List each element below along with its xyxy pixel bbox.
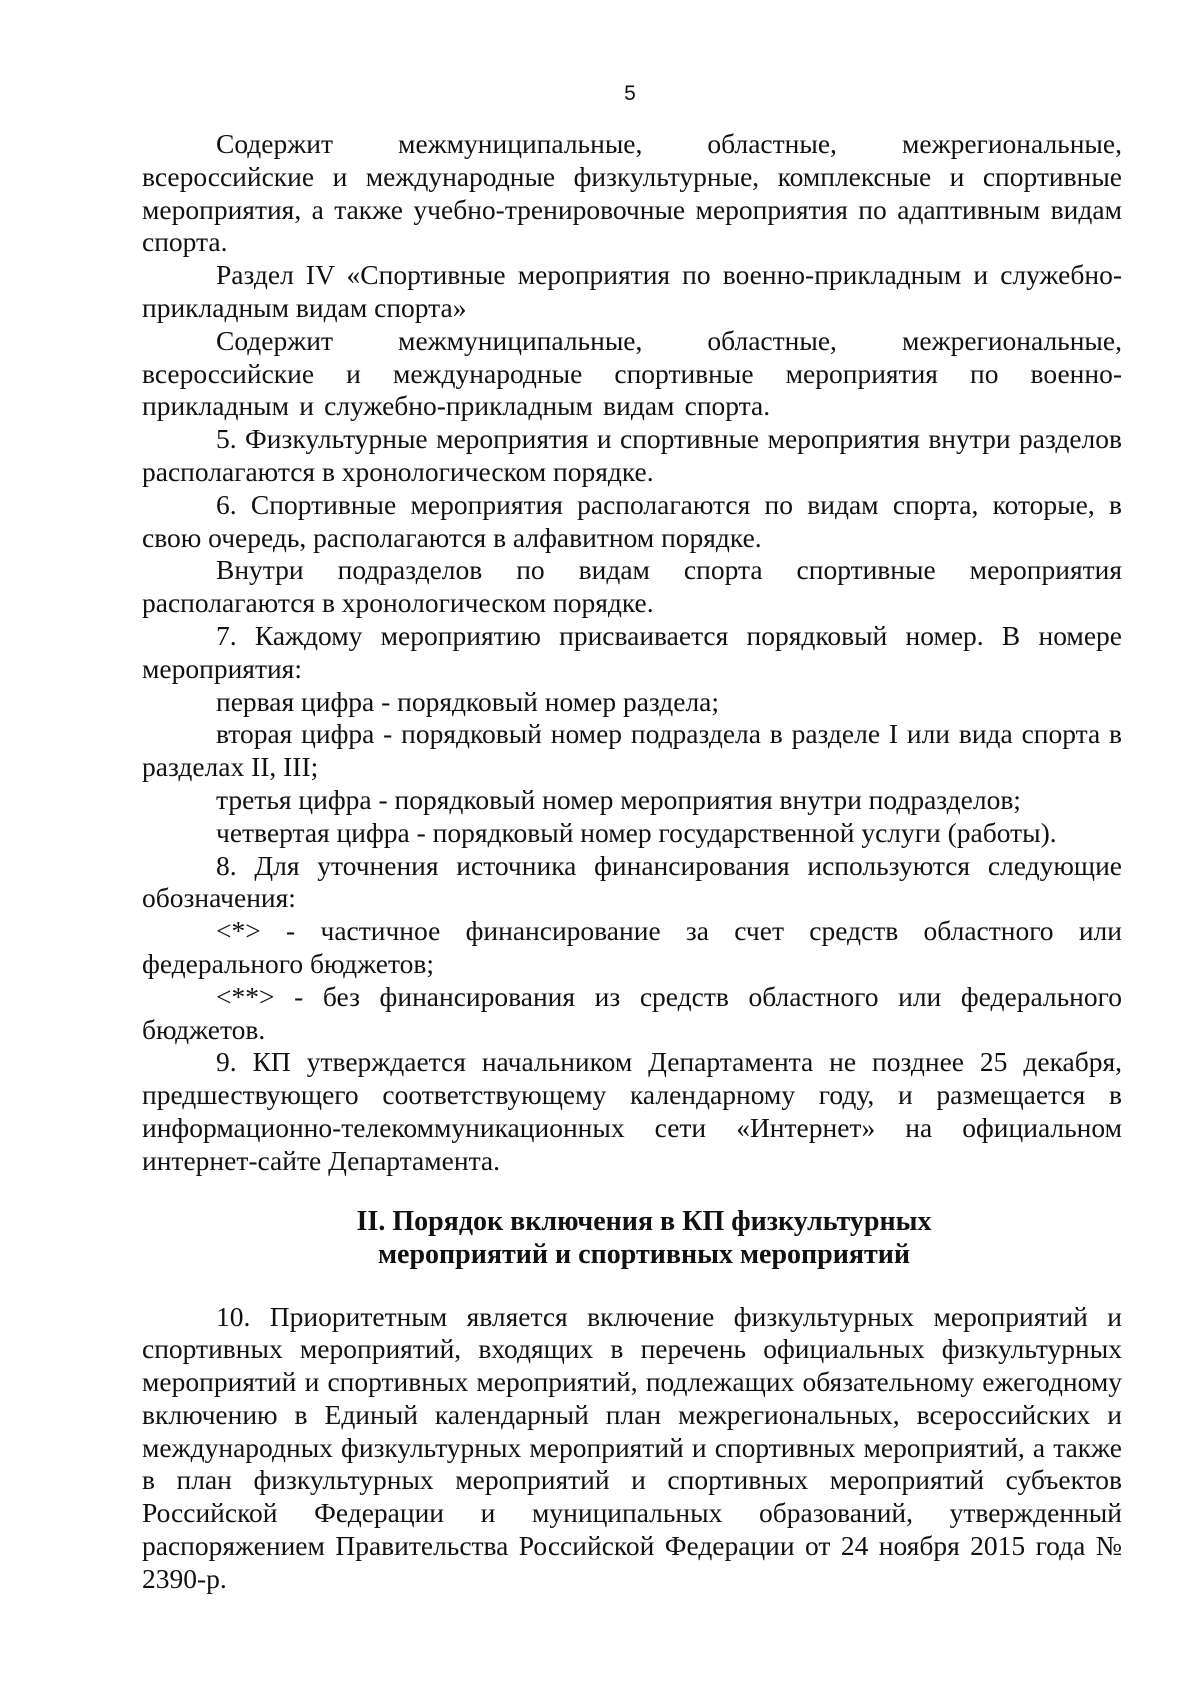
paragraph: <*> - частичное финансирование за счет средств областного или федерального бюджетов; [142,915,1122,979]
paragraph: 9. КП утверждается начальником Департамента не позднее 25 декабря, предшествующего соответствующему календарному году, и размещается в информационно-телекоммуникационных сети «Интернет» на официальном интернет-сайте Департамента. [142,1046,1122,1176]
paragraph: третья цифра - порядковый номер мероприятия внутри подразделов; [216,783,1021,815]
paragraph: Содержит межмуниципальные, областные, межрегиональные, всероссийские и международные физкультурные, комплексные и спортивные мероприятия, а также учебно-тренировочные мероприятия по адаптивным видам спорта. [142,128,1122,258]
paragraph: 5. Физкультурные мероприятия и спортивные мероприятия внутри разделов располагаются в хронологическом порядке. [142,423,1122,487]
section-heading-line: II. Порядок включения в КП физкультурных [356,1205,932,1237]
page-number: 5 [624,82,636,105]
paragraph: Раздел IV «Спортивные мероприятия по военно-прикладным и служебно-прикладным видам спорта» [142,259,1122,323]
paragraph: четвертая цифра - порядковый номер государственной услуги (работы). [216,816,1057,848]
paragraph: вторая цифра - порядковый номер подраздела в разделе I или вида спорта в разделах II, III; [142,718,1122,783]
paragraph: первая цифра - порядковый номер раздела; [216,685,720,717]
paragraph: <**> - без финансирования из средств областного или федерального бюджетов. [142,980,1122,1045]
paragraph: 7. Каждому мероприятию присваивается порядковый номер. В номере мероприятия: [142,619,1122,684]
paragraph: Внутри подразделов по видам спорта спортивные мероприятия располагаются в хронологическом порядке. [142,554,1122,619]
section-heading-line: мероприятий и спортивных мероприятий [377,1238,911,1270]
section-heading [142,1205,1122,1271]
document-body [142,128,1122,1596]
paragraph: 10. Приоритетным является включение физкультурных мероприятий и спортивных мероприятий, входящих в перечень официальных физкультурных мероприятий и спортивных мероприятий, подлежащих обязательному ежегодному включению в Единый календарный план межрегиональных, всероссийских и международных физкультурных мероприятий и спортивных мероприятий, а также в план физкультурных мероприятий и спортивных мероприятий субъектов Российской Федерации и муниципальных образований, утвержденный распоряжением Правительства Российской Федерации от 24 ноября 2015 года № 2390-р. [142,1300,1122,1594]
paragraph: 6. Спортивные мероприятия располагаются по видам спорта, которые, в свою очередь, располагаются в алфавитном порядке. [142,488,1122,553]
paragraph: Содержит межмуниципальные, областные, межрегиональные, всероссийские и международные спортивные мероприятия по военно-прикладным и служебно-прикладным видам спорта. [142,324,1122,422]
paragraph: 8. Для уточнения источника финансирования используются следующие обозначения: [142,849,1122,914]
